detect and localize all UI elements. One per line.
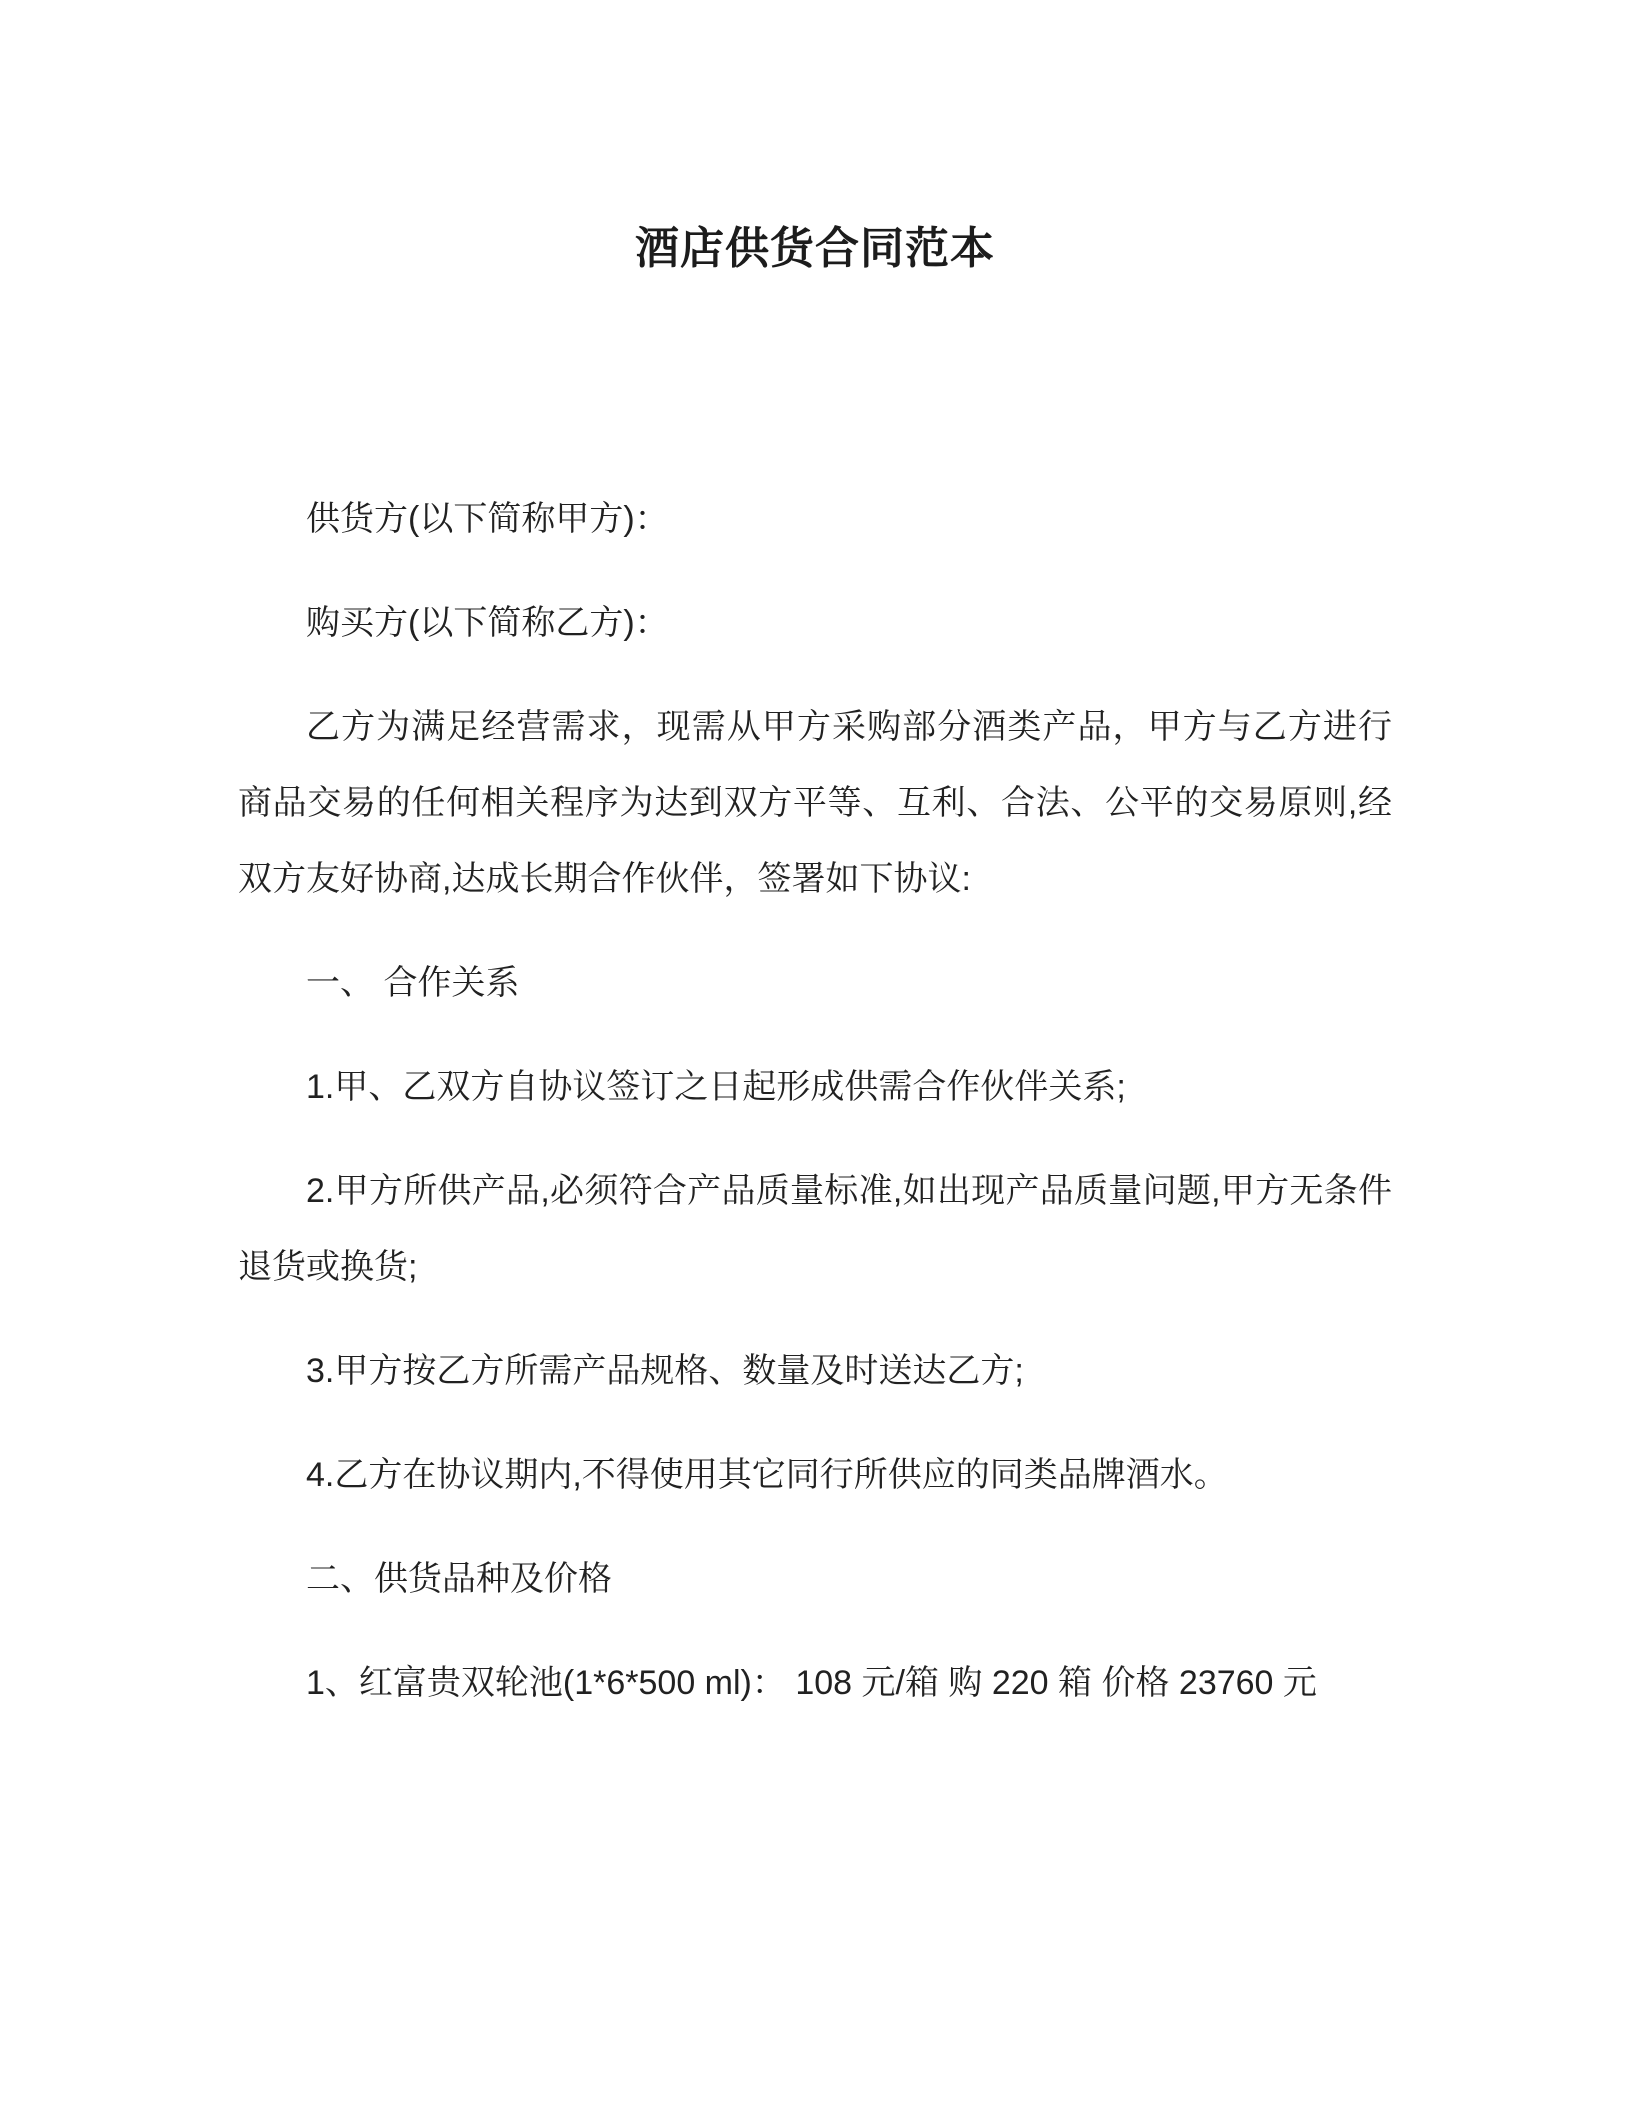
paragraph: 4.乙方在协议期内,不得使用其它同行所供应的同类品牌酒水。: [306, 1456, 1228, 1494]
paragraph: 购买方(以下简称乙方)：: [306, 604, 669, 642]
paragraph: 1.甲、乙双方自协议签订之日起形成供需合作伙伴关系;: [306, 1068, 1126, 1106]
paragraph: 1、红富贵双轮池(1*6*500 ml)： 108 元/箱 购 220 箱 价格 23760 元: [306, 1664, 1317, 1702]
paragraph: 乙方为满足经营需求，现需从甲方采购部分酒类产品，甲方与乙方进行商品交易的任何相关程序为达到双方平等、互利、合法、公平的交易原则,经双方友好协商,达成长期合作伙伴，签署如下协议:: [238, 708, 1392, 898]
paragraph: 3.甲方按乙方所需产品规格、数量及时送达乙方;: [306, 1352, 1024, 1390]
paragraph: 二、供货品种及价格: [306, 1560, 612, 1598]
paragraph: 供货方(以下简称甲方)：: [306, 500, 669, 538]
paragraph: 一、 合作关系: [306, 964, 520, 1002]
paragraph: 2.甲方所供产品,必须符合产品质量标准,如出现产品质量问题,甲方无条件退货或换货;: [238, 1172, 1392, 1286]
document-body: [238, 481, 1392, 1721]
document-title: 酒店供货合同范本: [635, 224, 995, 273]
